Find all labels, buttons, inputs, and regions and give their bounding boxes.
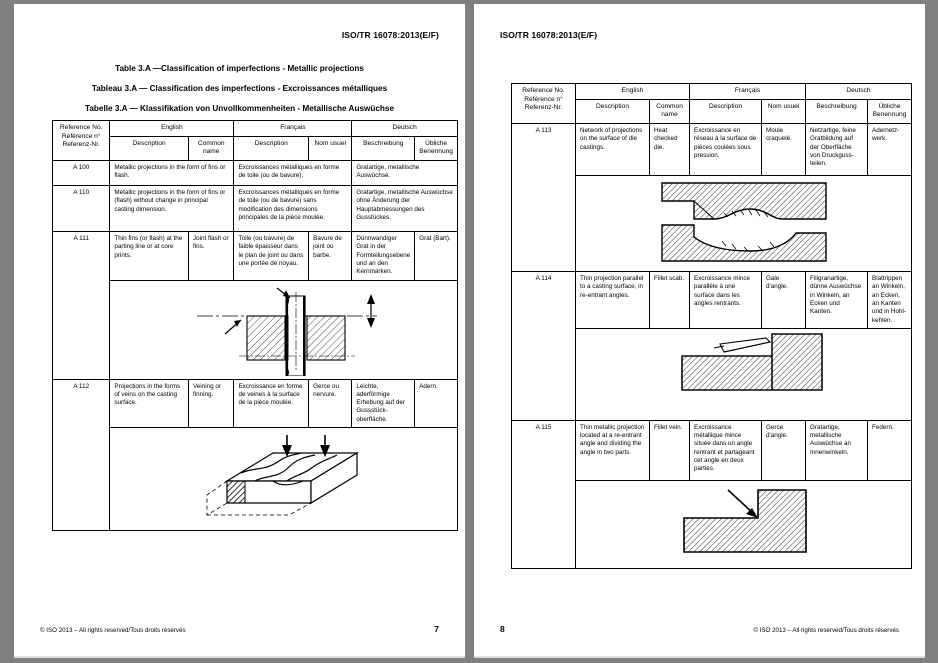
cell-fr-desc-a110: Excroissances métalliques en forme de toile (ou de bavure) sans modification des dimensions principales de la pièce moulée.	[234, 186, 352, 232]
figure-cell-a113	[576, 176, 912, 272]
row-ref-a112: A 112	[53, 379, 110, 530]
copyright-notice: © ISO 2013 – All rights reserved/Tous droits réservés	[40, 627, 186, 634]
cell-fr-desc-a100: Excroissances métalliques en forme de toile (ou de bavure).	[234, 161, 352, 186]
row-ref-a115: A 115	[512, 420, 576, 568]
header-reference-de: Referenz-Nr.	[524, 104, 563, 112]
cell-en-common-a113: Heat checked die.	[650, 124, 690, 176]
page-footer-right	[500, 624, 899, 634]
table-figure-row	[53, 428, 458, 531]
header-reference-de: Referenz-Nr.	[62, 141, 100, 149]
header-de-beschreibung: Beschreibung	[806, 99, 868, 123]
cell-de-desc-a111: Dünnwandiger Grat in der Formteilungsebene und an den Kernmarken.	[352, 232, 415, 280]
header-reference-no	[53, 121, 110, 161]
table-3a-wrapper	[52, 120, 458, 531]
table-3a-cont-wrapper	[511, 83, 919, 569]
cell-en-desc-a113: Network of projections on the surface of die castings.	[576, 124, 650, 176]
header-reference-en: Reference No.	[522, 87, 565, 94]
header-reference-fr: Référence n°	[524, 95, 563, 103]
table-titles	[14, 64, 465, 124]
cell-fr-nom-a114: Gale d'angle.	[762, 272, 806, 329]
cell-de-ubliche-a111: Grat (Bart).	[415, 232, 458, 280]
cell-en-desc-a115: Thin metallic projection located at a re-entrant angle and dividing the angle in two parts.	[576, 420, 650, 480]
header-en-description: Description	[576, 99, 650, 123]
cell-fr-desc-a115: Excroissance métallique mince située dans un angle rentrant et partageant cet angle en deux parties.	[690, 420, 762, 480]
header-reference-fr: Référence n°	[61, 132, 101, 140]
running-head-left-page: ISO/TR 16078:2013(E/F)	[341, 30, 439, 40]
header-de-beschreibung: Beschreibung	[352, 136, 415, 160]
table-figure-row	[53, 280, 458, 379]
cell-fr-desc-a112: Excroissance en forme de veines à la surface de la pièce moulée.	[234, 379, 309, 427]
cell-en-desc-a112: Projections in the forms of veins on the casting surface.	[110, 379, 189, 427]
cell-en-common-a114: Fillet scab.	[650, 272, 690, 329]
table-title-fr: Tableau 3.A — Classification des imperfections - Excroissances métalliques	[91, 84, 388, 93]
header-francais: Français	[690, 84, 806, 100]
cell-de-ubliche-a115: Federn.	[868, 420, 912, 480]
page-left	[14, 4, 465, 658]
table-header-sub-row	[53, 136, 458, 160]
header-en-common-name: Common name	[650, 99, 690, 123]
row-ref-a110: A 110	[53, 186, 110, 232]
header-deutsch: Deutsch	[352, 121, 458, 137]
table-row	[512, 420, 912, 480]
page-number: 7	[434, 624, 439, 634]
table-header-top-row	[53, 121, 458, 137]
copyright-notice: © ISO 2013 – All rights reserved/Tous droits réservés	[753, 627, 899, 634]
header-deutsch: Deutsch	[806, 84, 912, 100]
header-en-common-name: Common name	[188, 136, 233, 160]
cell-de-ubliche-a113: Adernetz-werk.	[868, 124, 912, 176]
cell-de-ubliche-a112: Adern.	[415, 379, 458, 427]
cell-de-desc-a114: Filigranartige, dünne Auswüchse in Winkeln, an Ecken und Kanten.	[806, 272, 868, 329]
cell-de-desc-a100: Gratartige, metallische Auswüchse.	[352, 161, 458, 186]
cell-fr-nom-a111: Bavure de joint ou barbe.	[309, 232, 352, 280]
figure-cell-a115	[576, 480, 912, 568]
header-en-description: Description	[110, 136, 189, 160]
table-row	[53, 379, 458, 427]
cell-de-ubliche-a114: Blattrippen an Winkeln, an Ecken, an Kanten und in Hohl-kehlen.	[868, 272, 912, 329]
header-de-ubliche: Übliche Benennung	[868, 99, 912, 123]
cell-de-desc-a112: Leichte, aderförmige Erhebung auf der Gussstück-oberfläche.	[352, 379, 415, 427]
table-header-top-row	[512, 84, 912, 100]
cell-en-desc-a111: Thin fins (or flash) at the parting line or at core prints.	[110, 232, 189, 280]
cell-fr-desc-a114: Excroissance mince parallèle à une surface dans les angles rentrants.	[690, 272, 762, 329]
figure-cell-a111	[110, 280, 458, 379]
header-fr-description: Description	[690, 99, 762, 123]
table-row	[512, 272, 912, 329]
header-reference-no	[512, 84, 576, 124]
cell-en-desc-a114: Thin projection parallel to a casting surface, in re-entrant angles.	[576, 272, 650, 329]
row-ref-a114: A 114	[512, 272, 576, 421]
header-reference-en: Reference No.	[59, 124, 103, 131]
header-english: English	[576, 84, 690, 100]
cell-en-common-a112: Veining or finning.	[188, 379, 233, 427]
cell-fr-nom-a112: Gerce ou nervure.	[309, 379, 352, 427]
cell-en-desc-a110: Metallic projections in the form of fins or (flash) without change in principal casting dimension.	[110, 186, 234, 232]
header-francais: Français	[234, 121, 352, 137]
cell-de-desc-a113: Netzartige, feine Gratbildung auf der Oberfläche von Druckguss-teilen.	[806, 124, 868, 176]
page-footer-left	[40, 624, 439, 634]
header-english: English	[110, 121, 234, 137]
table-row	[53, 232, 458, 280]
running-head-right-page: ISO/TR 16078:2013(E/F)	[500, 30, 598, 40]
cell-fr-nom-a115: Gerce d'angle.	[762, 420, 806, 480]
table-3a-cont	[511, 83, 912, 569]
cell-de-desc-a115: Gratartige, metallische Auswüchse an Innenwinkeln.	[806, 420, 868, 480]
table-3a	[52, 120, 458, 531]
row-ref-a113: A 113	[512, 124, 576, 272]
fillet-vein-section-icon	[654, 484, 834, 564]
cell-fr-nom-a113: Moule craquelé.	[762, 124, 806, 176]
table-row	[512, 124, 912, 176]
row-ref-a111: A 111	[53, 232, 110, 379]
cell-en-desc-a100: Metallic projections in the form of fins or flash.	[110, 161, 234, 186]
parting-line-fin-section-icon	[159, 284, 409, 376]
row-ref-a100: A 100	[53, 161, 110, 186]
table-title-de: Tabelle 3.A — Klassifikation von Unvollkommenheiten - Metallische Auswüchse	[84, 104, 395, 113]
fillet-scab-section-icon	[654, 332, 834, 416]
cell-de-desc-a110: Gratartige, metallische Auswüchse ohne Änderung der Hauptabmessungen des Gusstückes.	[352, 186, 458, 232]
page-bottom-edge	[474, 656, 925, 658]
page-bottom-edge	[14, 656, 465, 658]
table-row	[53, 186, 458, 232]
cell-fr-desc-a113: Excroissance en réseau à la surface de pièces coulées sous pression.	[690, 124, 762, 176]
table-title-en: Table 3.A —Classification of imperfections - Metallic projections	[115, 64, 364, 73]
header-fr-nom-usuel: Nom usuel	[762, 99, 806, 123]
page-right	[474, 4, 925, 658]
figure-cell-a114	[576, 328, 912, 420]
header-fr-description: Description	[234, 136, 309, 160]
die-cavity-section-icon	[654, 179, 834, 265]
table-row	[53, 161, 458, 186]
page-number: 8	[500, 624, 505, 634]
veined-block-isometric-icon	[169, 431, 399, 527]
header-de-ubliche: Übliche Benennung	[415, 136, 458, 160]
cell-en-common-a115: Fillet vein.	[650, 420, 690, 480]
figure-cell-a112	[110, 428, 458, 531]
cell-en-common-a111: Joint flash or fins.	[188, 232, 233, 280]
header-fr-nom-usuel: Nom usuel	[309, 136, 352, 160]
cell-fr-desc-a111: Toile (ou bavure) de faible épaisseur dans le plan de joint ou dans une portée de noyau.	[234, 232, 309, 280]
